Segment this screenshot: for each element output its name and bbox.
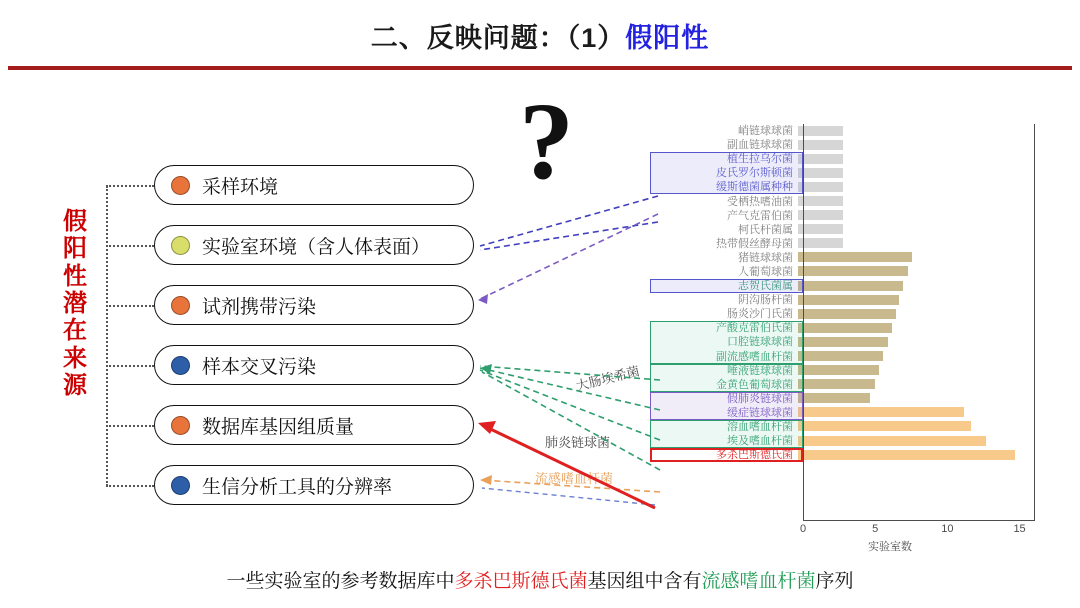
page-title-prefix: 二、反映问题：（1） — [370, 23, 626, 53]
bar-chart-row — [648, 307, 1044, 321]
bar-track — [798, 364, 1044, 378]
bar-track — [798, 251, 1044, 265]
annotation-haemophilus: 流感嗜血杆菌 — [535, 471, 614, 486]
chart-x-axis-label: 实验室数 — [868, 541, 912, 553]
bar-chart-row — [648, 392, 1044, 406]
bar-chart-row — [648, 265, 1044, 279]
source-item-label: 实验室环境（含人体表面） — [202, 236, 431, 258]
bar-category-label: 副流感嗜血杆菌 — [716, 350, 793, 363]
bar-track — [798, 350, 1044, 364]
bar-category-label: 缓症链球球菌 — [727, 406, 793, 419]
bar-category-label: 口腔链球球菌 — [727, 336, 793, 349]
bullet-dot-icon — [171, 236, 190, 255]
bar — [798, 393, 870, 403]
bar-category-label: 志贺氏菌属 — [738, 280, 793, 293]
bar-category-label: 植生拉乌尔菌 — [727, 153, 793, 166]
bar-track — [798, 335, 1044, 349]
bar-chart — [648, 124, 1044, 553]
bar-category-label: 产气克雷伯菌 — [727, 209, 793, 222]
bar-track — [798, 180, 1044, 194]
bar-chart-row — [648, 434, 1044, 448]
bar — [798, 351, 883, 361]
source-item-sample-cross-contamination[interactable] — [154, 345, 474, 385]
bar-chart-row — [648, 378, 1044, 392]
bar-track — [798, 138, 1044, 152]
bar-chart-row — [648, 293, 1044, 307]
bullet-dot-icon — [171, 416, 190, 435]
bar — [798, 168, 843, 178]
source-item-label: 采样环境 — [202, 176, 279, 198]
bar-track — [798, 237, 1044, 251]
bar-track — [798, 124, 1044, 138]
connector-line-2 — [106, 245, 154, 247]
annotation-pneumococcus: 肺炎链球菌 — [545, 435, 611, 450]
bar-track — [798, 392, 1044, 406]
caption-part2: 基因组中含有 — [587, 571, 702, 592]
bar-track — [798, 265, 1044, 279]
bar-chart-row — [648, 448, 1044, 462]
connector-line-5 — [106, 425, 154, 427]
bullet-dot-icon — [171, 356, 190, 375]
bar — [798, 295, 899, 305]
source-item-lab-environment[interactable] — [154, 225, 474, 265]
bar — [798, 421, 971, 431]
source-item-label: 数据库基因组质量 — [202, 416, 355, 438]
bar-category-label: 缓斯德菌属种种 — [716, 181, 793, 194]
page-title — [0, 16, 1080, 55]
connector-line-1 — [106, 185, 154, 187]
bar-track — [798, 152, 1044, 166]
bar-track — [798, 434, 1044, 448]
source-item-database-quality[interactable] — [154, 405, 474, 445]
x-tick-label: 15 — [1013, 523, 1026, 535]
bar-chart-row — [648, 223, 1044, 237]
bar-chart-row — [648, 138, 1044, 152]
x-tick-label: 5 — [872, 523, 879, 535]
bar — [798, 266, 908, 276]
bar-category-label: 阴沟肠杆菌 — [738, 294, 793, 307]
bar-track — [798, 321, 1044, 335]
bar — [798, 252, 912, 262]
connector-line-4 — [106, 365, 154, 367]
bar — [798, 154, 843, 164]
bar — [798, 379, 875, 389]
caption-part1: 一些实验室的参考数据库中 — [226, 571, 455, 592]
bar — [798, 281, 903, 291]
bar — [798, 182, 843, 192]
bar-chart-row — [648, 420, 1044, 434]
bullet-dot-icon — [171, 296, 190, 315]
bottom-caption — [0, 566, 1080, 593]
caption-green: 流感嗜血杆菌 — [701, 571, 816, 592]
question-mark: ? — [519, 80, 574, 202]
bar-category-label: 皮氏罗尔斯顿菌 — [716, 167, 793, 180]
bar-chart-row — [648, 364, 1044, 378]
bullet-dot-icon — [171, 476, 190, 495]
vertical-label-source: 假阳性潜在来源 — [63, 208, 87, 400]
bar-track — [798, 420, 1044, 434]
bar-track — [798, 406, 1044, 420]
bar-category-label: 产酸克雷伯氏菌 — [716, 322, 793, 335]
title-divider — [8, 66, 1072, 70]
chart-y-axis — [803, 124, 804, 520]
bullet-dot-icon — [171, 176, 190, 195]
bar-category-label: 溶血嗜血杆菌 — [727, 421, 793, 434]
bar-track — [798, 307, 1044, 321]
bar — [798, 436, 986, 446]
bar — [798, 140, 843, 150]
bar — [798, 337, 888, 347]
bar-category-label: 人葡萄球菌 — [738, 265, 793, 278]
bar-track — [798, 279, 1044, 293]
bar — [798, 309, 896, 319]
bar-chart-row — [648, 166, 1044, 180]
source-item-label: 样本交叉污染 — [202, 356, 317, 378]
source-item-reagent-contamination[interactable] — [154, 285, 474, 325]
bar-category-label: 受栖热嗜油菌 — [727, 195, 793, 208]
source-item-label: 生信分析工具的分辨率 — [202, 476, 393, 498]
bar — [798, 238, 843, 248]
bar-chart-row — [648, 152, 1044, 166]
bar-category-label: 峭链球球菌 — [738, 125, 793, 138]
bar — [798, 450, 1015, 460]
bar-category-label: 猪链球球菌 — [738, 251, 793, 264]
bar-chart-row — [648, 209, 1044, 223]
bar — [798, 224, 843, 234]
bar-chart-row — [648, 251, 1044, 265]
bar-track — [798, 448, 1044, 462]
bar-chart-row — [648, 124, 1044, 138]
page-title-highlight: 假阳性 — [625, 23, 710, 53]
caption-part3: 序列 — [815, 571, 854, 592]
bar — [798, 210, 843, 220]
bar-chart-row — [648, 321, 1044, 335]
bar-track — [798, 293, 1044, 307]
bar — [798, 196, 843, 206]
bar-category-label: 肠炎沙门氏菌 — [727, 308, 793, 321]
bar — [798, 407, 964, 417]
chart-right-spine — [1034, 124, 1035, 520]
connector-line-3 — [106, 305, 154, 307]
bar-category-label: 副血链球球菌 — [727, 139, 793, 152]
bar-chart-row — [648, 237, 1044, 251]
bar-track — [798, 209, 1044, 223]
connector-line-6 — [106, 485, 154, 487]
bar-chart-row — [648, 350, 1044, 364]
bar-category-label: 柯氏杆菌属 — [738, 223, 793, 236]
caption-red: 多杀巴斯德氏菌 — [454, 571, 588, 592]
bar-chart-row — [648, 279, 1044, 293]
bar-chart-rows — [648, 124, 1044, 462]
bar-chart-row — [648, 406, 1044, 420]
bar-track — [798, 378, 1044, 392]
bar-track — [798, 166, 1044, 180]
bar-category-label: 假肺炎链球菌 — [727, 392, 793, 405]
source-item-sampling-environment[interactable] — [154, 165, 474, 205]
bar — [798, 323, 892, 333]
bar-chart-row — [648, 194, 1044, 208]
bar-chart-row — [648, 335, 1044, 349]
bar-category-label: 多杀巴斯德氏菌 — [716, 449, 793, 462]
source-item-label: 试剂携带污染 — [202, 296, 317, 318]
x-tick-label: 0 — [799, 523, 807, 535]
bar-category-label: 唾液链球球菌 — [727, 364, 793, 377]
bar-category-label: 热带假丝酵母菌 — [716, 237, 793, 250]
bar-category-label: 金黄色葡萄球菌 — [716, 378, 793, 391]
chart-x-axis — [803, 520, 1035, 521]
annotation-ecoli: 大肠埃希菌 — [574, 363, 642, 394]
bar-category-label: 埃及嗜血杆菌 — [727, 435, 793, 448]
bar-chart-row — [648, 180, 1044, 194]
bar-track — [798, 223, 1044, 237]
bar — [798, 126, 843, 136]
connector-spine — [106, 186, 108, 486]
bar — [798, 365, 879, 375]
x-tick-label: 10 — [941, 523, 954, 535]
source-item-bioinformatics-resolution[interactable] — [154, 465, 474, 505]
bar-track — [798, 194, 1044, 208]
